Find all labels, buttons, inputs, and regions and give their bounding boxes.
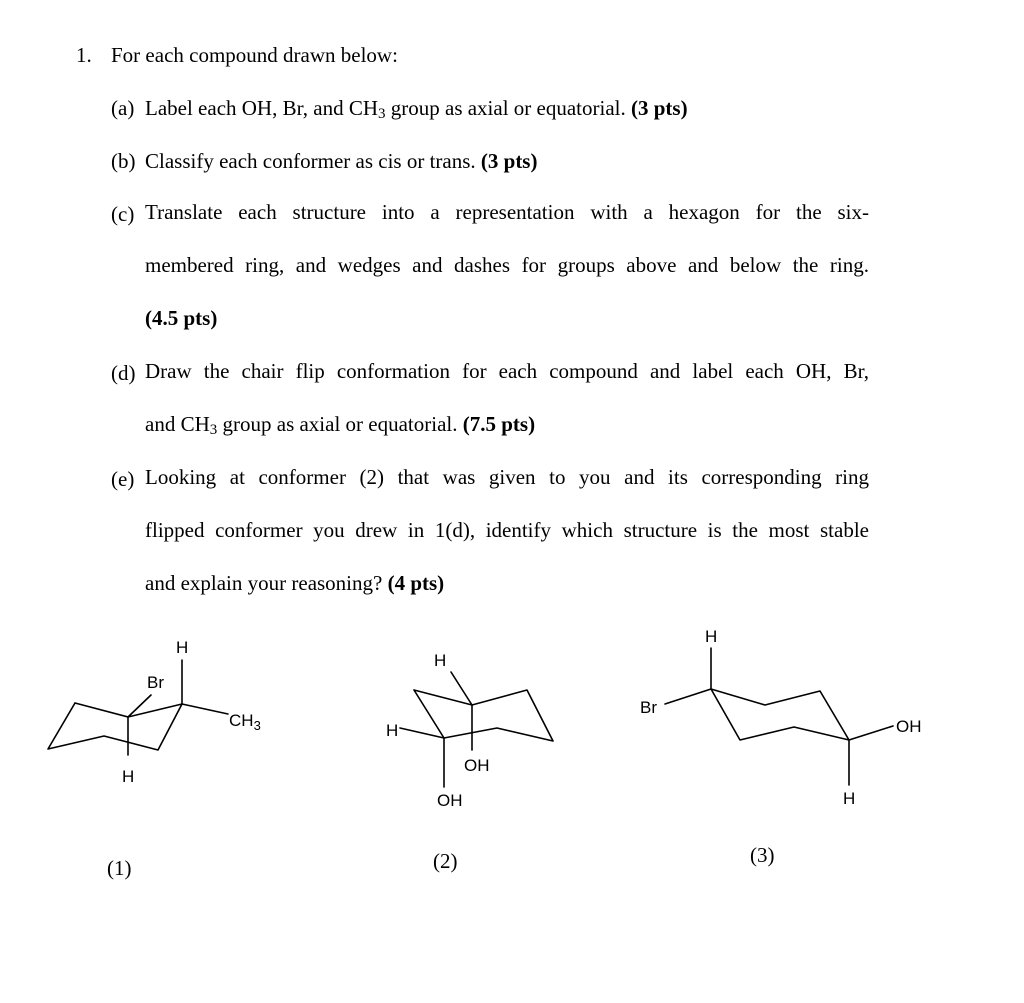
part-e-line-2: flipped conformer you drew in 1(d), identify which structure is the most stable <box>145 518 869 542</box>
structure-3-ring <box>665 648 893 785</box>
structure-2-h-left-atom: H <box>386 721 399 740</box>
part-c-letter: (c) <box>111 202 135 226</box>
part-a-text-1: Label each OH, Br, and CH <box>145 96 378 120</box>
part-d-points: (7.5 pts) <box>462 412 536 436</box>
part-d-letter: (d) <box>111 361 136 385</box>
structure-1-label: (1) <box>107 856 132 880</box>
part-b-text-1: Classify each conformer as cis or trans. <box>145 149 481 173</box>
part-e-points: (4 pts) <box>387 571 445 595</box>
structure-3-br-atom: Br <box>640 698 657 717</box>
part-d-line-2b: group as axial or equatorial. <box>217 412 463 436</box>
question-number: 1. <box>76 43 92 67</box>
part-b-points: (3 pts) <box>480 149 538 173</box>
part-d-line-1: Draw the chair flip conformation for each compound and label each OH, Br, <box>145 359 869 383</box>
part-c-line-1: Translate each structure into a representation with a hexagon for the six- <box>145 200 869 224</box>
part-e-line-3: and explain your reasoning? <box>145 571 388 595</box>
part-e-line-1: Looking at conformer (2) that was given to you and its corresponding ring <box>145 465 869 489</box>
part-a-subscript: 3 <box>378 106 386 122</box>
question-intro: For each compound drawn below: <box>111 43 398 67</box>
structure-1-h-top-atom: H <box>176 638 189 657</box>
structure-1-br-atom: Br <box>147 673 164 692</box>
structure-3-label: (3) <box>750 843 775 867</box>
part-a-points: (3 pts) <box>631 96 688 120</box>
part-b-letter: (b) <box>111 149 136 173</box>
structure-1-ring <box>48 660 228 755</box>
structure-2-h-top-atom: H <box>434 651 447 670</box>
part-a-letter: (a) <box>111 96 135 120</box>
part-d-line-2a: and CH <box>145 412 210 436</box>
part-c-points: (4.5 pts) <box>145 306 218 330</box>
structure-3-oh-atom: OH <box>896 717 922 736</box>
part-a-text-2: group as axial or equatorial. <box>385 96 631 120</box>
structure-1-ch3-atom: $CH_3$ <box>229 711 261 733</box>
structure-3-h-bottom-atom: H <box>843 789 856 808</box>
part-d-subscript: 3 <box>209 422 218 438</box>
part-c-line-2: membered ring, and wedges and dashes for groups above and below the ring. <box>145 253 869 277</box>
structure-2-label: (2) <box>433 849 458 873</box>
structure-2-oh-bottom-atom: OH <box>437 791 463 810</box>
structure-1-h-bottom-atom: H <box>122 767 135 786</box>
part-e-letter: (e) <box>111 467 135 491</box>
structure-2-oh-inner-atom: OH <box>464 756 490 775</box>
structure-3-h-top-atom: H <box>705 627 718 646</box>
